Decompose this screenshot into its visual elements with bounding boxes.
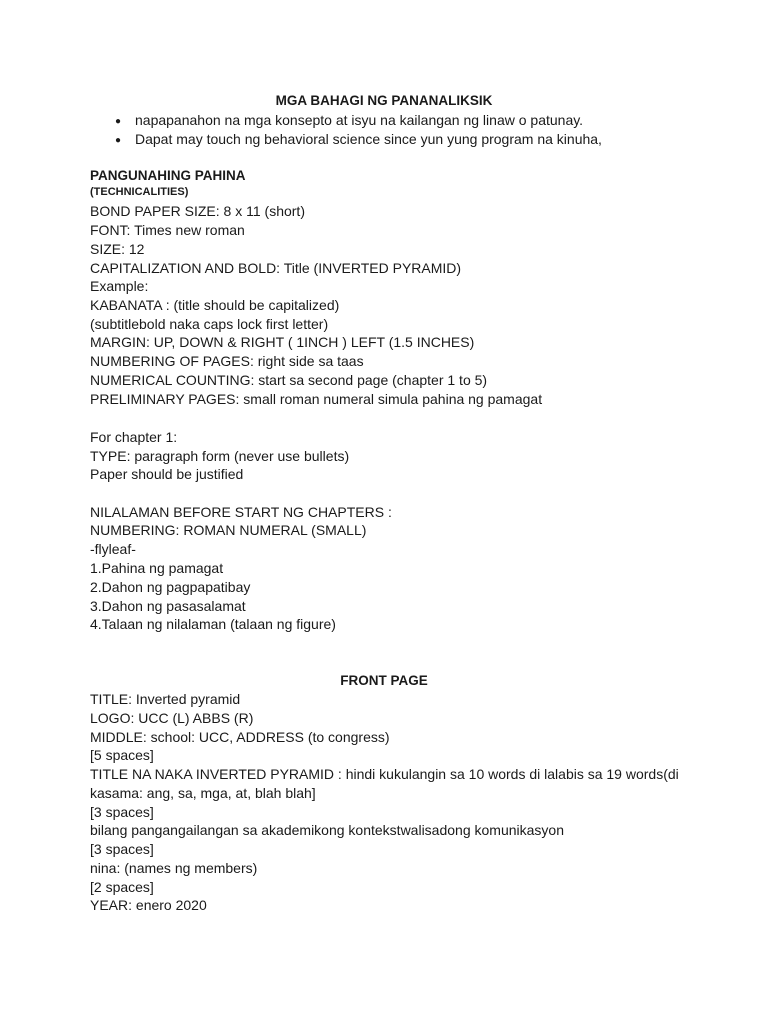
text-line: NUMERICAL COUNTING: start sa second page (chapter 1 to 5) xyxy=(90,372,488,388)
text-line: Paper should be justified xyxy=(90,466,244,482)
bullet-dot-icon: ● xyxy=(115,116,122,127)
bullet-text: Dapat may touch ng behavioral science since yun yung program na kinuha, xyxy=(135,131,602,147)
text-line: bilang pangangailangan sa akademikong kontekstwalisadong komunikasyon xyxy=(90,822,564,838)
bullet-item xyxy=(115,130,602,150)
list-item: 4.Talaan ng nilalaman (talaan ng figure) xyxy=(90,616,336,632)
text-line: [2 spaces] xyxy=(90,879,154,895)
section-heading-pangunahing-pahina: PANGUNAHING PAHINA xyxy=(90,168,246,183)
text-line: For chapter 1: xyxy=(90,429,178,445)
text-line: BOND PAPER SIZE: 8 x 11 (short) xyxy=(90,203,305,219)
text-line: MARGIN: UP, DOWN & RIGHT ( 1INCH ) LEFT (1.5 INCHES) xyxy=(90,334,475,350)
text-line: (subtitlebold naka caps lock first letter) xyxy=(90,316,329,332)
text-line: CAPITALIZATION AND BOLD: Title (INVERTED PYRAMID) xyxy=(90,260,462,276)
text-line: SIZE: 12 xyxy=(90,241,145,257)
bullet-item xyxy=(115,111,583,131)
text-line: [3 spaces] xyxy=(90,804,154,820)
text-line: Example: xyxy=(90,278,149,294)
bullet-dot-icon: ● xyxy=(115,135,122,146)
text-line: TITLE: Inverted pyramid xyxy=(90,691,241,707)
section-subheading-technicalities: (TECHNICALITIES) xyxy=(90,186,189,198)
text-line: [3 spaces] xyxy=(90,841,154,857)
text-line: TITLE NA NAKA INVERTED PYRAMID : hindi kukulangin sa 10 words di lalabis sa 19 words(di xyxy=(90,766,679,782)
text-line: NUMBERING: ROMAN NUMERAL (SMALL) xyxy=(90,522,367,538)
text-line: YEAR: enero 2020 xyxy=(90,897,207,913)
text-line: KABANATA : (title should be capitalized) xyxy=(90,297,340,313)
text-line: NILALAMAN BEFORE START NG CHAPTERS : xyxy=(90,504,392,520)
text-line: NUMBERING OF PAGES: right side sa taas xyxy=(90,353,364,369)
text-line: nina: (names ng members) xyxy=(90,860,258,876)
text-line: TYPE: paragraph form (never use bullets) xyxy=(90,448,350,464)
list-item: 1.Pahina ng pamagat xyxy=(90,560,224,576)
section-heading-front-page: FRONT PAGE xyxy=(340,673,428,688)
text-line: kasama: ang, sa, mga, at, blah blah] xyxy=(90,785,316,801)
text-line: [5 spaces] xyxy=(90,747,154,763)
text-line: MIDDLE: school: UCC, ADDRESS (to congress) xyxy=(90,729,390,745)
text-line: FONT: Times new roman xyxy=(90,222,245,238)
bullet-text: napapanahon na mga konsepto at isyu na kailangan ng linaw o patunay. xyxy=(135,112,584,128)
text-line: PRELIMINARY PAGES: small roman numeral simula pahina ng pamagat xyxy=(90,391,543,407)
text-line: LOGO: UCC (L) ABBS (R) xyxy=(90,710,254,726)
text-line: -flyleaf- xyxy=(90,541,136,557)
list-item: 3.Dahon ng pasasalamat xyxy=(90,598,246,614)
document-title: MGA BAHAGI NG PANANALIKSIK xyxy=(275,93,493,108)
list-item: 2.Dahon ng pagpapatibay xyxy=(90,579,251,595)
